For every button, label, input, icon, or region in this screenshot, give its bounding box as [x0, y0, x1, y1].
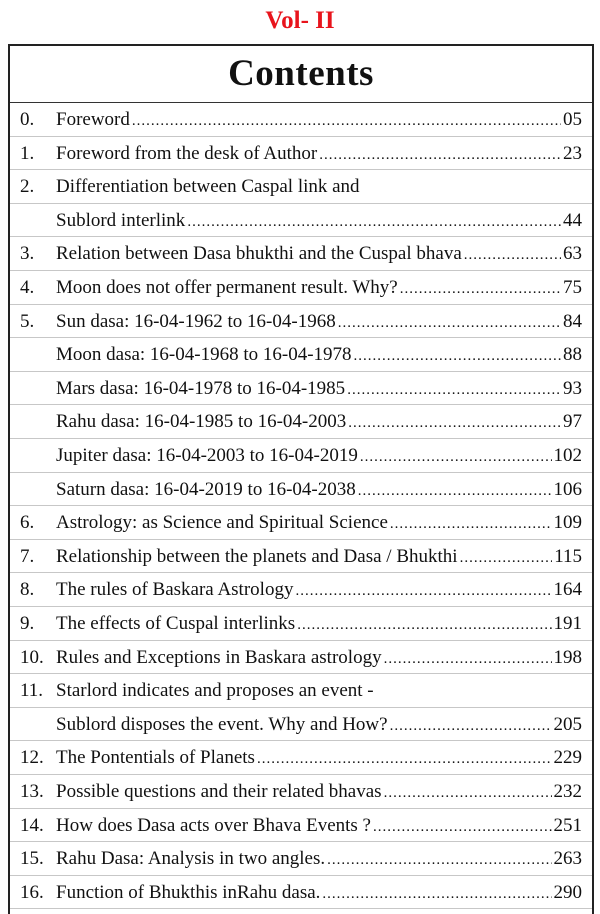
toc-entry-title: Relation between Dasa bhukthi and the Cuspal bhava	[56, 243, 462, 265]
toc-entry-title: Sublord disposes the event. Why and How?	[56, 713, 388, 735]
dot-leader	[295, 575, 551, 608]
toc-entry-title: Relationship between the planets and Dasa / Bhukthi	[56, 545, 458, 567]
toc-entry-number: 11.	[20, 680, 44, 702]
toc-entry-page: 63	[563, 243, 582, 265]
toc-entry-title: Possible questions and their related bhavas	[56, 781, 382, 802]
toc-entry	[10, 540, 592, 574]
toc-entry-title: The rules of Baskara Astrology	[56, 579, 294, 601]
dot-leader	[358, 475, 552, 508]
toc-entry	[10, 237, 592, 271]
dot-leader	[354, 340, 561, 373]
contents-frame	[8, 44, 594, 914]
toc-entry-page: 109	[553, 512, 582, 534]
toc-entry	[10, 809, 592, 843]
toc-entry-page: 198	[553, 646, 582, 668]
toc-entry	[10, 506, 592, 540]
dot-leader	[390, 710, 552, 743]
dot-leader	[390, 508, 552, 541]
dot-leader	[187, 206, 561, 239]
toc-entry-title: Function of Bhukthis inRahu dasa.	[56, 881, 321, 903]
contents-heading: Contents	[10, 46, 592, 103]
toc-entry-number: 13.	[20, 781, 44, 802]
toc-entry-page: 115	[554, 545, 582, 567]
toc-entry-page: 263	[553, 848, 582, 870]
toc-entry-title: Foreword	[56, 109, 130, 130]
toc-entry-number: 8.	[20, 579, 35, 601]
toc-entry	[10, 842, 592, 876]
toc-entry-number: 12.	[20, 747, 44, 769]
toc-entry	[10, 473, 592, 507]
toc-entry-title: Saturn dasa: 16-04-2019 to 16-04-2038	[56, 478, 356, 500]
dot-leader	[257, 743, 552, 776]
dot-leader	[384, 643, 552, 676]
dot-leader	[464, 239, 561, 272]
toc-entry-page: 23	[563, 142, 582, 164]
dot-leader	[297, 609, 551, 642]
toc-entry-number: 16.	[20, 881, 44, 903]
dot-leader	[360, 441, 552, 474]
toc-entry-title: Mars dasa: 16-04-1978 to 16-04-1985	[56, 377, 346, 399]
toc-entry	[10, 641, 592, 675]
toc-entry-number: 5.	[20, 310, 35, 332]
toc-entry-title: Rahu Dasa: Analysis in two angles.	[56, 848, 326, 870]
toc-entry-page: 106	[553, 478, 582, 500]
toc-entry-page: 164	[553, 579, 582, 601]
toc-entry	[10, 741, 592, 775]
dot-leader	[132, 105, 561, 138]
dot-leader	[373, 811, 552, 844]
toc-entry-page: 102	[553, 445, 582, 466]
toc-entry	[10, 439, 592, 473]
toc-entry	[10, 876, 592, 910]
toc-entry-page: 229	[553, 747, 582, 769]
toc-entry-number: 14.	[20, 814, 44, 836]
toc-entry-title: Foreword from the desk of Author	[56, 142, 318, 164]
dot-leader	[327, 844, 551, 877]
dot-leader	[338, 307, 561, 340]
toc-entry-title: Sublord interlink	[56, 209, 186, 231]
toc-entry-number: 15.	[20, 848, 44, 870]
toc-entry-title: Moon dasa: 16-04-1968 to 16-04-1978	[56, 344, 352, 366]
toc-entry-title: The effects of Cuspal interlinks	[56, 613, 296, 634]
toc-entry-number: 10.	[20, 646, 44, 668]
toc-entry-title: Jupiter dasa: 16-04-2003 to 16-04-2019	[56, 445, 358, 466]
toc-entry	[10, 607, 592, 641]
toc-entry-title: Moon does not offer permanent result. Why?	[56, 277, 398, 298]
dot-leader	[460, 542, 553, 575]
toc-entry	[10, 708, 592, 742]
toc-entry-page: 290	[553, 881, 582, 903]
toc-entry	[10, 271, 592, 305]
toc-entry	[10, 405, 592, 439]
toc-entry-page: 75	[563, 277, 582, 298]
toc-entry-page: 205	[553, 713, 582, 735]
toc-entry-title: How does Dasa acts over Bhava Events ?	[56, 814, 371, 836]
toc-entry-number: 2.	[20, 176, 35, 198]
toc-entry-title: Sun dasa: 16-04-1962 to 16-04-1968	[56, 310, 336, 332]
toc-entry	[10, 305, 592, 339]
dot-leader	[348, 407, 561, 440]
toc-entry	[10, 103, 592, 137]
dot-leader	[322, 878, 551, 911]
toc-entry-number: 6.	[20, 512, 35, 534]
toc-entry	[10, 338, 592, 372]
dot-leader	[400, 273, 561, 306]
toc-entry	[10, 775, 592, 809]
toc-entry	[10, 573, 592, 607]
toc-entry	[10, 170, 592, 204]
dot-leader	[347, 374, 561, 407]
toc-entry-title: The Pontentials of Planets	[56, 747, 255, 769]
toc-entry-page: 97	[563, 411, 582, 433]
toc-entry	[10, 204, 592, 238]
toc-entry-page: 251	[553, 814, 582, 836]
toc-entry	[10, 137, 592, 171]
toc-entry-number: 9.	[20, 613, 35, 634]
toc-entry	[10, 674, 592, 708]
toc-entry-page: 232	[553, 781, 582, 802]
toc-entry-title: Rules and Exceptions in Baskara astrology	[56, 646, 382, 668]
toc-entry	[10, 372, 592, 406]
toc-entry-number: 0.	[20, 109, 35, 130]
toc-entry-page: 05	[563, 109, 582, 130]
toc-entry-title: Astrology: as Science and Spiritual Science	[56, 512, 388, 534]
toc-entry-title: Rahu dasa: 16-04-1985 to 16-04-2003	[56, 411, 347, 433]
toc-entry-page: 93	[563, 377, 582, 399]
toc-entry-page: 44	[563, 209, 582, 231]
toc-entry-number: 3.	[20, 243, 35, 265]
dot-leader	[319, 139, 561, 172]
toc-entry-title: Starlord indicates and proposes an event -	[56, 680, 374, 702]
toc-entry-number: 7.	[20, 545, 35, 567]
toc-entry-page: 88	[563, 344, 582, 366]
toc-entry-page: 191	[553, 613, 582, 634]
toc-entry-title: Differentiation between Caspal link and	[56, 176, 360, 198]
toc-entry-number: 4.	[20, 277, 35, 298]
toc-entry-number: 1.	[20, 142, 35, 164]
volume-label: Vol- II	[265, 7, 335, 34]
toc-entry-page: 84	[563, 310, 582, 332]
dot-leader	[384, 777, 552, 810]
